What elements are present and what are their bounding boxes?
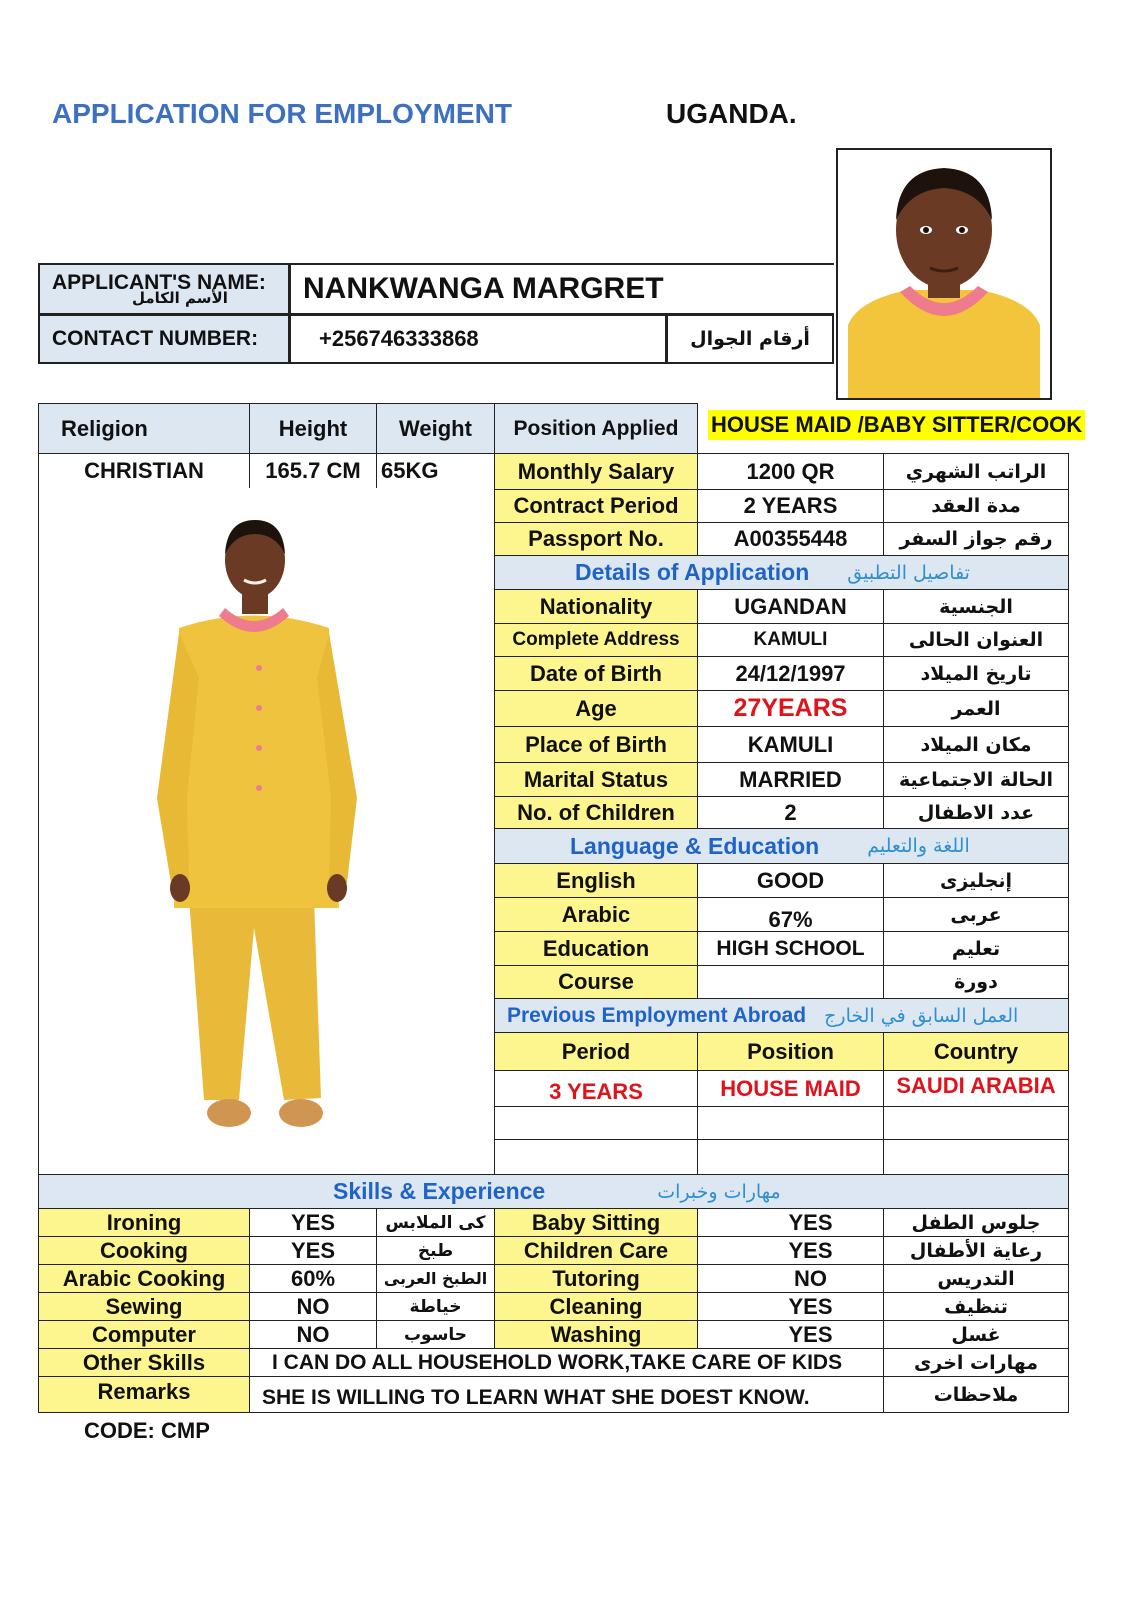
course-ar: دورة xyxy=(883,965,1069,999)
monthly-salary-ar: الراتب الشهري xyxy=(883,453,1069,490)
employment-country-header: Country xyxy=(883,1032,1069,1071)
weight-value: 65KG xyxy=(376,453,495,489)
course-label: Course xyxy=(494,965,698,999)
employment-empty-cell xyxy=(494,1106,698,1140)
employment-empty-cell xyxy=(494,1139,698,1175)
skill-value-cleaning: YES xyxy=(697,1292,884,1321)
monthly-salary-label: Monthly Salary xyxy=(494,453,698,490)
skill-ar-cleaning: تنظيف xyxy=(883,1292,1069,1321)
course-value xyxy=(697,965,884,999)
skill-label-computer: Computer xyxy=(38,1320,250,1349)
height-header: Height xyxy=(249,403,377,454)
contract-period-label: Contract Period xyxy=(494,489,698,523)
skills-section-title-ar: مهارات وخبرات xyxy=(657,1180,781,1203)
contact-number-ar: أرقام الجوال xyxy=(666,314,834,364)
skill-value-sewing: NO xyxy=(249,1292,377,1321)
marital-status-ar: الحالة الاجتماعية xyxy=(883,762,1069,797)
employment-position-value: HOUSE MAID xyxy=(697,1070,884,1107)
skill-ar-baby-sitting: جلوس الطفل xyxy=(883,1208,1069,1237)
language-section-title-ar: اللغة والتعليم xyxy=(867,835,970,857)
height-value: 165.7 CM xyxy=(249,453,377,489)
skill-ar-ironing: كى الملابس xyxy=(376,1208,495,1237)
details-section-header xyxy=(494,555,1069,590)
passport-label: Passport No. xyxy=(494,522,698,556)
employment-empty-cell xyxy=(697,1139,884,1175)
age-ar: العمر xyxy=(883,690,1069,727)
english-value: GOOD xyxy=(697,863,884,898)
position-applied-label: Position Applied xyxy=(494,403,698,454)
employment-section-header xyxy=(494,998,1069,1033)
language-section-header xyxy=(494,828,1069,864)
page-title: APPLICATION FOR EMPLOYMENT xyxy=(52,98,512,129)
skill-label-baby-sitting: Baby Sitting xyxy=(494,1208,698,1237)
skill-value-computer: NO xyxy=(249,1320,377,1349)
skill-ar-sewing: خياطة xyxy=(376,1292,495,1321)
employment-empty-cell xyxy=(883,1139,1069,1175)
position-applied-value xyxy=(708,410,1085,440)
applicant-name-label xyxy=(38,263,290,315)
remarks-ar: ملاحظات xyxy=(883,1376,1069,1413)
contact-number-value: +256746333868 xyxy=(289,314,667,364)
skill-label-washing: Washing xyxy=(494,1320,698,1349)
children-ar: عدد الاطفال xyxy=(883,796,1069,829)
skill-ar-tutoring: التدريس xyxy=(883,1264,1069,1293)
skill-label-ironing: Ironing xyxy=(38,1208,250,1237)
employment-empty-cell xyxy=(883,1106,1069,1140)
skill-label-cleaning: Cleaning xyxy=(494,1292,698,1321)
skills-section-title: Skills & Experience xyxy=(333,1178,546,1204)
other-skills-value: I CAN DO ALL HOUSEHOLD WORK,TAKE CARE OF KIDS xyxy=(249,1348,884,1377)
passport-ar: رقم جواز السفر xyxy=(883,522,1069,556)
employment-section-title-ar: العمل السابق في الخارج xyxy=(824,1004,1019,1027)
english-ar: إنجليزى xyxy=(883,863,1069,898)
place-of-birth-ar: مكان الميلاد xyxy=(883,726,1069,763)
skill-ar-washing: غسل xyxy=(883,1320,1069,1349)
education-value: HIGH SCHOOL xyxy=(697,931,884,966)
skill-label-cooking: Cooking xyxy=(38,1236,250,1265)
skill-label-sewing: Sewing xyxy=(38,1292,250,1321)
employment-empty-cell xyxy=(697,1106,884,1140)
employment-position-header: Position xyxy=(697,1032,884,1071)
remarks-label: Remarks xyxy=(38,1376,250,1413)
skill-ar-computer: حاسوب xyxy=(376,1320,495,1349)
employment-period-header: Period xyxy=(494,1032,698,1071)
skill-value-children-care: YES xyxy=(697,1236,884,1265)
passport-value: A00355448 xyxy=(697,522,884,556)
place-of-birth-value: KAMULI xyxy=(697,726,884,763)
children-label: No. of Children xyxy=(494,796,698,829)
monthly-salary-value: 1200 QR xyxy=(697,453,884,490)
other-skills-label: Other Skills xyxy=(38,1348,250,1377)
full-body-photo xyxy=(38,488,495,1175)
english-label: English xyxy=(494,863,698,898)
dob-ar: تاريخ الميلاد xyxy=(883,656,1069,691)
address-ar: العنوان الحالى xyxy=(883,623,1069,657)
details-section-title-ar: تفاصيل التطبيق xyxy=(847,561,970,584)
skill-label-arabic-cooking: Arabic Cooking xyxy=(38,1264,250,1293)
remarks-value: SHE IS WILLING TO LEARN WHAT SHE DOEST KNOW. xyxy=(249,1376,884,1413)
candidate-code: CODE: CMP xyxy=(84,1418,210,1443)
applicant-name-label-text: APPLICANT'S NAME: xyxy=(52,271,266,294)
details-section-title: Details of Application xyxy=(575,559,810,585)
applicant-name-value: NANKWANGA MARGRET xyxy=(289,263,834,315)
marital-status-value: MARRIED xyxy=(697,762,884,797)
dob-label: Date of Birth xyxy=(494,656,698,691)
place-of-birth-label: Place of Birth xyxy=(494,726,698,763)
arabic-label: Arabic xyxy=(494,897,698,932)
skill-value-baby-sitting: YES xyxy=(697,1208,884,1237)
age-label: Age xyxy=(494,690,698,727)
arabic-ar: عربى xyxy=(883,897,1069,932)
country-title: UGANDA. xyxy=(666,98,797,129)
skill-value-ironing: YES xyxy=(249,1208,377,1237)
employment-section-title: Previous Employment Abroad xyxy=(507,1003,807,1027)
dob-value: 24/12/1997 xyxy=(697,656,884,691)
skill-value-tutoring: NO xyxy=(697,1264,884,1293)
education-label: Education xyxy=(494,931,698,966)
skill-ar-cooking: طبخ xyxy=(376,1236,495,1265)
contract-period-ar: مدة العقد xyxy=(883,489,1069,523)
employment-country-value: SAUDI ARABIA xyxy=(883,1070,1069,1107)
nationality-value: UGANDAN xyxy=(697,589,884,624)
contract-period-value: 2 YEARS xyxy=(697,489,884,523)
skill-ar-arabic-cooking: الطبخ العربى xyxy=(376,1264,495,1293)
headshot-photo xyxy=(836,148,1052,400)
applicant-name-label-ar: الأسم الكامل xyxy=(132,289,228,307)
arabic-value: 67% xyxy=(697,897,884,932)
skills-section-header xyxy=(38,1174,1069,1209)
position-applied-text: HOUSE MAID /BABY SITTER/COOK xyxy=(711,412,1083,437)
nationality-ar: الجنسية xyxy=(883,589,1069,624)
nationality-label: Nationality xyxy=(494,589,698,624)
religion-header: Religion xyxy=(38,403,250,454)
skill-label-tutoring: Tutoring xyxy=(494,1264,698,1293)
skill-ar-children-care: رعاية الأطفال xyxy=(883,1236,1069,1265)
skill-value-arabic-cooking: 60% xyxy=(249,1264,377,1293)
skill-value-cooking: YES xyxy=(249,1236,377,1265)
other-skills-ar: مهارات اخرى xyxy=(883,1348,1069,1377)
skill-value-washing: YES xyxy=(697,1320,884,1349)
marital-status-label: Marital Status xyxy=(494,762,698,797)
skill-label-children-care: Children Care xyxy=(494,1236,698,1265)
employment-period-value: 3 YEARS xyxy=(494,1070,698,1107)
address-label: Complete Address xyxy=(494,623,698,657)
religion-value: CHRISTIAN xyxy=(38,453,250,489)
children-value: 2 xyxy=(697,796,884,829)
weight-header: Weight xyxy=(376,403,495,454)
language-section-title: Language & Education xyxy=(570,832,820,859)
contact-number-label: CONTACT NUMBER: xyxy=(38,314,290,364)
age-value: 27YEARS xyxy=(697,690,884,727)
education-ar: تعليم xyxy=(883,931,1069,966)
address-value: KAMULI xyxy=(697,623,884,657)
